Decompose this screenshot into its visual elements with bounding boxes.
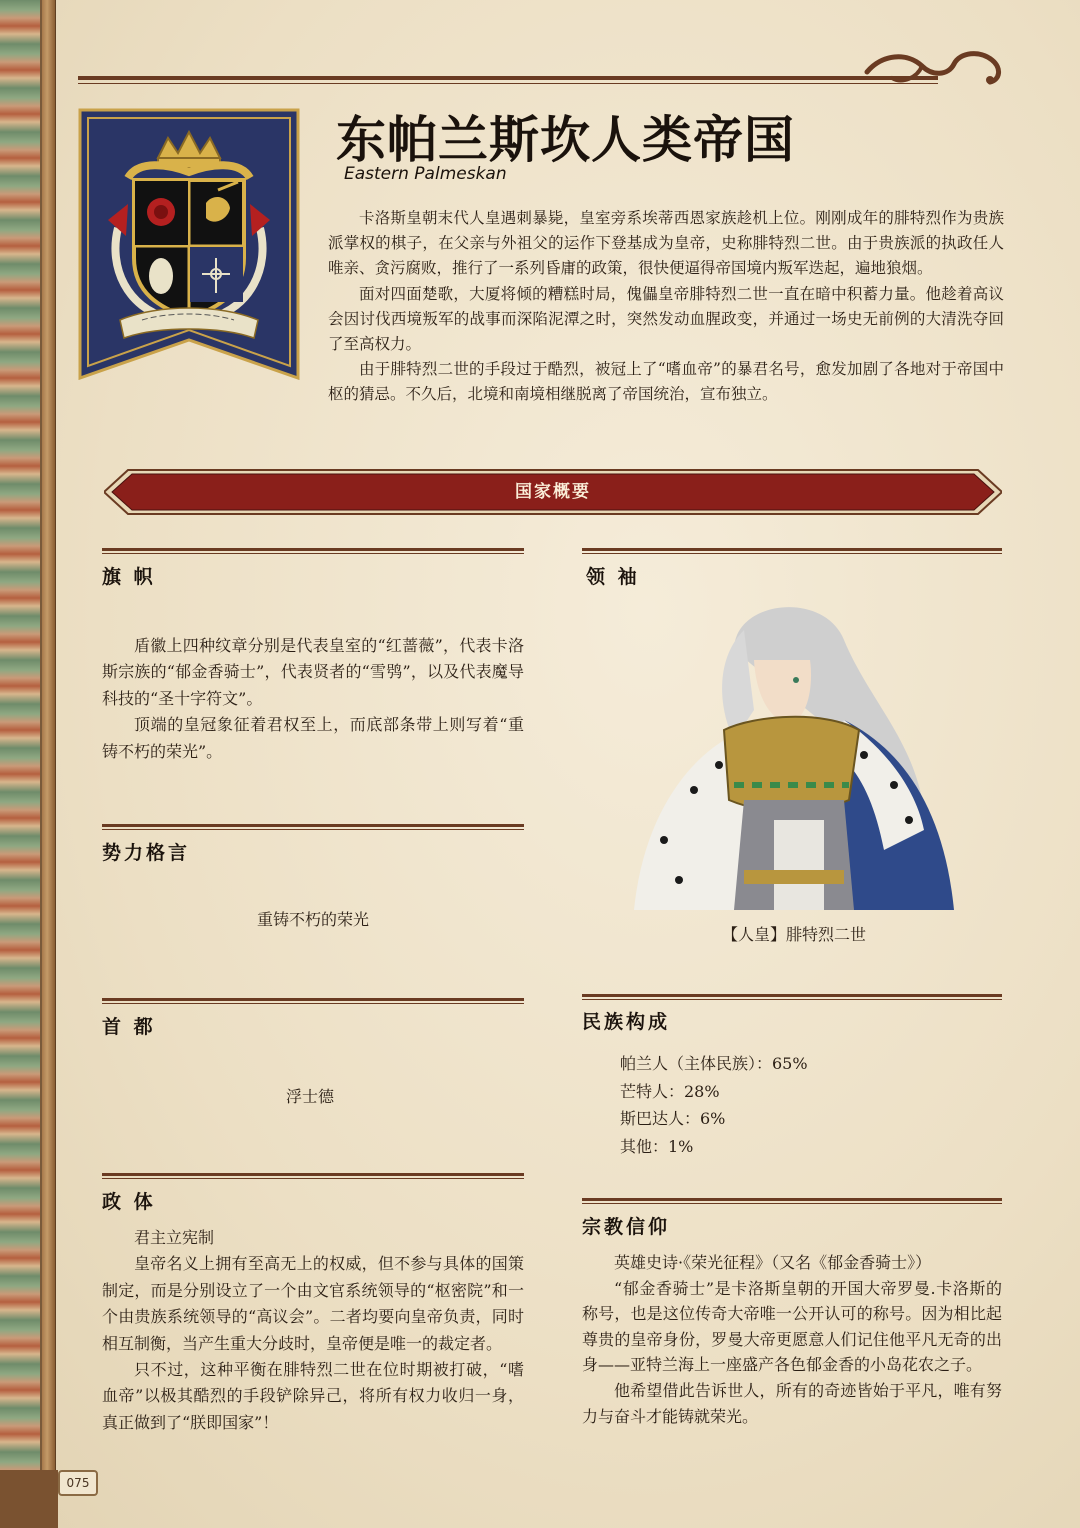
page-title: 东帕兰斯坎人类帝国: [336, 110, 795, 169]
flag-paragraph: 盾徽上四种纹章分别是代表皇室的“红蔷薇”，代表卡洛斯宗族的“郁金香骑士”，代表贤者的“雪鸮”，以及代表魔导科技的“圣十字符文”。: [102, 636, 524, 708]
religion-text: [582, 1250, 1002, 1429]
government-paragraph: 只不过，这种平衡在腓特烈二世在位时期被打破，“嗜血帝”以极其酷烈的手段铲除异己，将所有权力收归一身，真正做到了“朕即国家”！: [102, 1360, 524, 1432]
section-rule: [102, 548, 524, 551]
intro-text: [328, 206, 1004, 408]
motto-title: 势力格言: [102, 842, 191, 864]
section-banner-title: 国家概要: [515, 482, 591, 502]
capital-text: 浮士德: [285, 1087, 334, 1106]
leader-title: 领 袖: [586, 566, 640, 588]
flourish-ornament-icon: [862, 44, 1012, 92]
list-item: 帕兰人（主体民族）：65%: [620, 1054, 808, 1073]
ethnicity-list: [620, 1050, 808, 1160]
government-text: [102, 1225, 524, 1436]
flag-paragraph: 顶端的皇冠象征着君权至上，而底部条带上则写着“重铸不朽的荣光”。: [102, 715, 524, 761]
government-title: 政 体: [102, 1191, 156, 1213]
top-rule-thin: [78, 83, 938, 84]
government-type: 君主立宪制: [134, 1228, 215, 1247]
book-spine-edge: [42, 0, 56, 1528]
leader-caption: 【人皇】腓特烈二世: [721, 925, 866, 944]
ethnicity-title: 民族构成: [582, 1011, 671, 1033]
page-subtitle: Eastern Palmeskan: [344, 164, 507, 184]
section-rule: [102, 824, 524, 827]
section-rule: [582, 994, 1002, 997]
top-rule: [78, 76, 938, 80]
list-item: 芒特人：28%: [620, 1081, 720, 1101]
intro-paragraph: 由于腓特烈二世的手段过于酷烈，被冠上了“嗜血帝”的暴君名号，愈发加剧了各地对于帝国中枢的猜忌。不久后，北境和南境相继脱离了帝国统治，宣布独立。: [328, 360, 1004, 404]
flag-title: 旗 帜: [102, 566, 156, 588]
page-number: 075: [58, 1470, 98, 1496]
crest-banner: [78, 108, 300, 380]
section-rule: [582, 1198, 1002, 1201]
flag-text: [102, 633, 524, 765]
book-spine: [0, 0, 42, 1528]
religion-lead: 英雄史诗·《荣光征程》（又名《郁金香骑士》）: [614, 1253, 932, 1272]
list-item: 其他：1%: [620, 1136, 694, 1156]
spine-corner: [0, 1470, 58, 1528]
religion-paragraph: “郁金香骑士”是卡洛斯皇朝的开国大帝罗曼.卡洛斯的称号，也是这位传奇大帝唯一公开认可的称号。因为相比起尊贵的皇帝身份，罗曼大帝更愿意人们记住他平凡无奇的出身——亚特兰海上一座盛产各色郁金香的小岛花农之子。: [582, 1278, 1002, 1375]
intro-paragraph: 面对四面楚歌，大厦将倾的糟糕时局，傀儡皇帝腓特烈二世一直在暗中积蓄力量。他趁着高议会因讨伐西境叛军的战事而深陷泥潭之时，突然发动血腥政变，并通过一场史无前例的大清洗夺回了至高权力。: [328, 284, 1004, 354]
section-rule: [102, 1173, 524, 1176]
government-paragraph: 皇帝名义上拥有至高无上的权威，但不参与具体的国策制定，而是分别设立了一个由文官系统领导的“枢密院”和一个由贵族系统领导的“高议会”。二者均要向皇帝负责，同时相互制衡，当产生重大分歧时，皇帝便是唯一的裁定者。: [102, 1254, 524, 1353]
capital-title: 首 都: [102, 1016, 156, 1038]
section-rule: [102, 998, 524, 1001]
motto-text: 重铸不朽的荣光: [256, 910, 369, 929]
list-item: 斯巴达人：6%: [620, 1109, 726, 1128]
intro-paragraph: 卡洛斯皇朝末代人皇遇刺暴毙，皇室旁系埃蒂西恩家族趁机上位。刚刚成年的腓特烈作为贵族派掌权的棋子，在父亲与外祖父的运作下登基成为皇帝，史称腓特烈二世。由于贵族派的执政任人唯亲、贪污腐败，推行了一系列昏庸的政策，很快便逼得帝国境内叛军迭起，遍地狼烟。: [328, 209, 1004, 278]
section-rule: [582, 548, 1002, 551]
religion-paragraph: 他希望借此告诉世人，所有的奇迹皆始于平凡，唯有努力与奋斗才能铸就荣光。: [582, 1380, 1002, 1426]
leader-portrait: [624, 590, 964, 910]
religion-title: 宗教信仰: [582, 1216, 671, 1238]
